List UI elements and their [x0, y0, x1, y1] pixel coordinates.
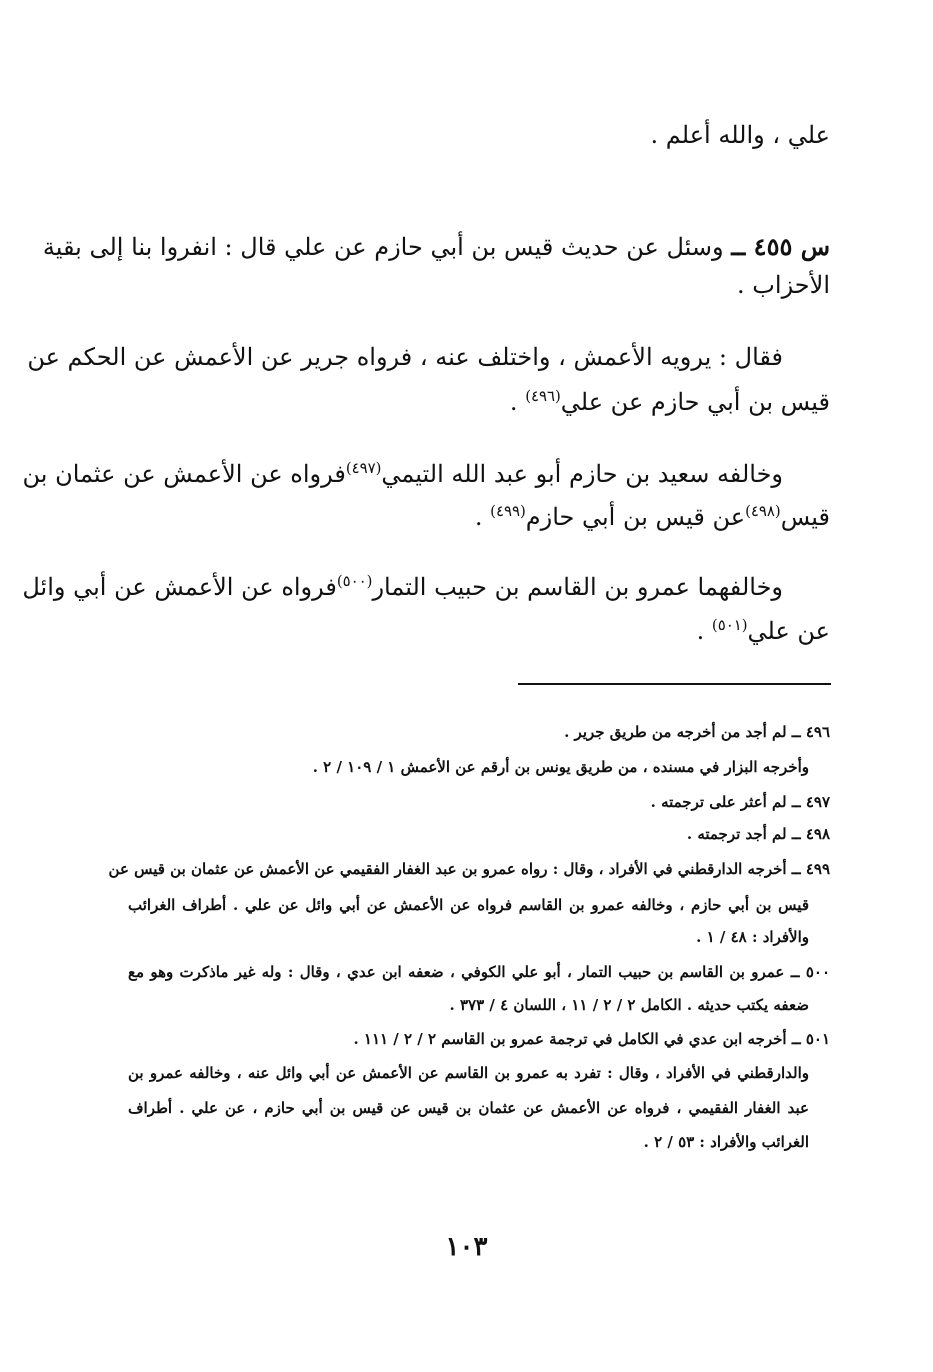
footnote-501-line-3: عبد الغفار الفقيمي ، فرواه عن الأعمش عن عثمان بن قيس عن قيس بن أبي حازم ، عن علي . أطراف: [128, 1099, 809, 1117]
footnote-496-line-2: وأخرجه البزار في مسنده ، من طريق يونس بن أرقم عن الأعمش ١ / ١٠٩ / ٢ .: [312, 758, 809, 776]
footnote-500-line-1: ٥٠٠ ــ عمرو بن القاسم بن حبيب التمار ، أبو علي الكوفي ، ضعفه ابن عدي ، وقال : وله غير ماذكرت وهو مع: [128, 963, 830, 981]
footnote-ref-500[interactable]: (٥٠٠): [336, 572, 373, 590]
footnote-499-line-3: والأفراد : ٤٨ / ١ .: [696, 928, 809, 946]
page-number: ١٠٣: [445, 1232, 488, 1262]
para1-line-2: [128, 385, 830, 419]
footnote-ref-497[interactable]: (٤٩٧): [345, 459, 382, 477]
question-number: س ٤٥٥ ــ: [731, 232, 830, 261]
para3-rest: فرواه عن الأعمش عن أبي وائل: [22, 573, 337, 601]
para2-line-1: [22, 457, 783, 491]
para3-text: وخالفهما عمرو بن القاسم بن حبيب التمار: [372, 573, 783, 601]
footnote-separator: [518, 683, 831, 685]
para2-text: وخالفه سعيد بن حازم أبو عبد الله التيمي: [381, 460, 783, 488]
footnote-497: ٤٩٧ ــ لم أعثر على ترجمته .: [650, 793, 830, 811]
question-line-2: الأحزاب .: [737, 271, 830, 299]
para3-line2-text: عن علي: [747, 617, 830, 645]
footnote-496-line-1: ٤٩٦ ــ لم أجد من أخرجه من طريق جرير .: [564, 723, 830, 741]
para2-rest: فرواه عن الأعمش عن عثمان بن: [22, 460, 346, 488]
para1-line-1: فقال : يرويه الأعمش ، واختلف عنه ، فرواه جرير عن الأعمش عن الحكم عن: [27, 343, 783, 371]
footnote-499-line-2: قيس بن أبي حازم ، وخالفه عمرو بن القاسم فرواه عن الأعمش عن أبي وائل عن علي . أطراف الغرائب: [128, 896, 809, 914]
closing-line: علي ، والله أعلم .: [650, 121, 830, 149]
para2-end: .: [474, 503, 491, 531]
para1-end: .: [509, 388, 526, 416]
footnote-ref-501[interactable]: (٥٠١): [711, 616, 748, 634]
para3-line-2: [128, 614, 830, 648]
footnote-501-line-2: والدارقطني في الأفراد ، وقال : تفرد به عمرو بن القاسم عن الأعمش عن أبي وائل عنه ، وخالفه عمرو بن: [128, 1064, 809, 1082]
para1-text: قيس بن أبي حازم عن علي: [560, 388, 830, 416]
footnote-498: ٤٩٨ ــ لم أجد ترجمته .: [686, 825, 830, 843]
para3-end: .: [696, 617, 712, 645]
question-text: وسئل عن حديث قيس بن أبي حازم عن علي قال : انفروا بنا إلى بقية: [42, 233, 724, 261]
para3-line-1: [22, 570, 783, 604]
footnote-ref-496[interactable]: (٤٩٦): [525, 387, 561, 405]
footnote-501-line-1: ٥٠١ ــ أخرجه ابن عدي في الكامل في ترجمة عمرو بن القاسم ٢ / ٢ / ١١١ .: [353, 1030, 830, 1048]
footnote-ref-498[interactable]: (٤٩٨): [745, 502, 781, 520]
footnote-499-line-1: ٤٩٩ ــ أخرجه الدارقطني في الأفراد ، وقال : رواه عمرو بن عبد الغفار الفقيمي عن الأعمش عن عثمان بن قيس عن: [108, 860, 830, 878]
footnote-500-line-2: ضعفه يكتب حديثه . الكامل ٢ / ٢ / ١١ ، اللسان ٤ / ٣٧٣ .: [449, 996, 809, 1014]
question-line-1: [42, 230, 830, 264]
para2-line2-a: قيس: [780, 503, 830, 531]
para2-line2-b: عن قيس بن أبي حازم: [525, 503, 746, 531]
para2-line-2: [128, 500, 830, 534]
footnote-501-line-4: الغرائب والأفراد : ٥٣ / ٢ .: [643, 1133, 809, 1151]
footnote-ref-499[interactable]: (٤٩٩): [490, 502, 526, 520]
